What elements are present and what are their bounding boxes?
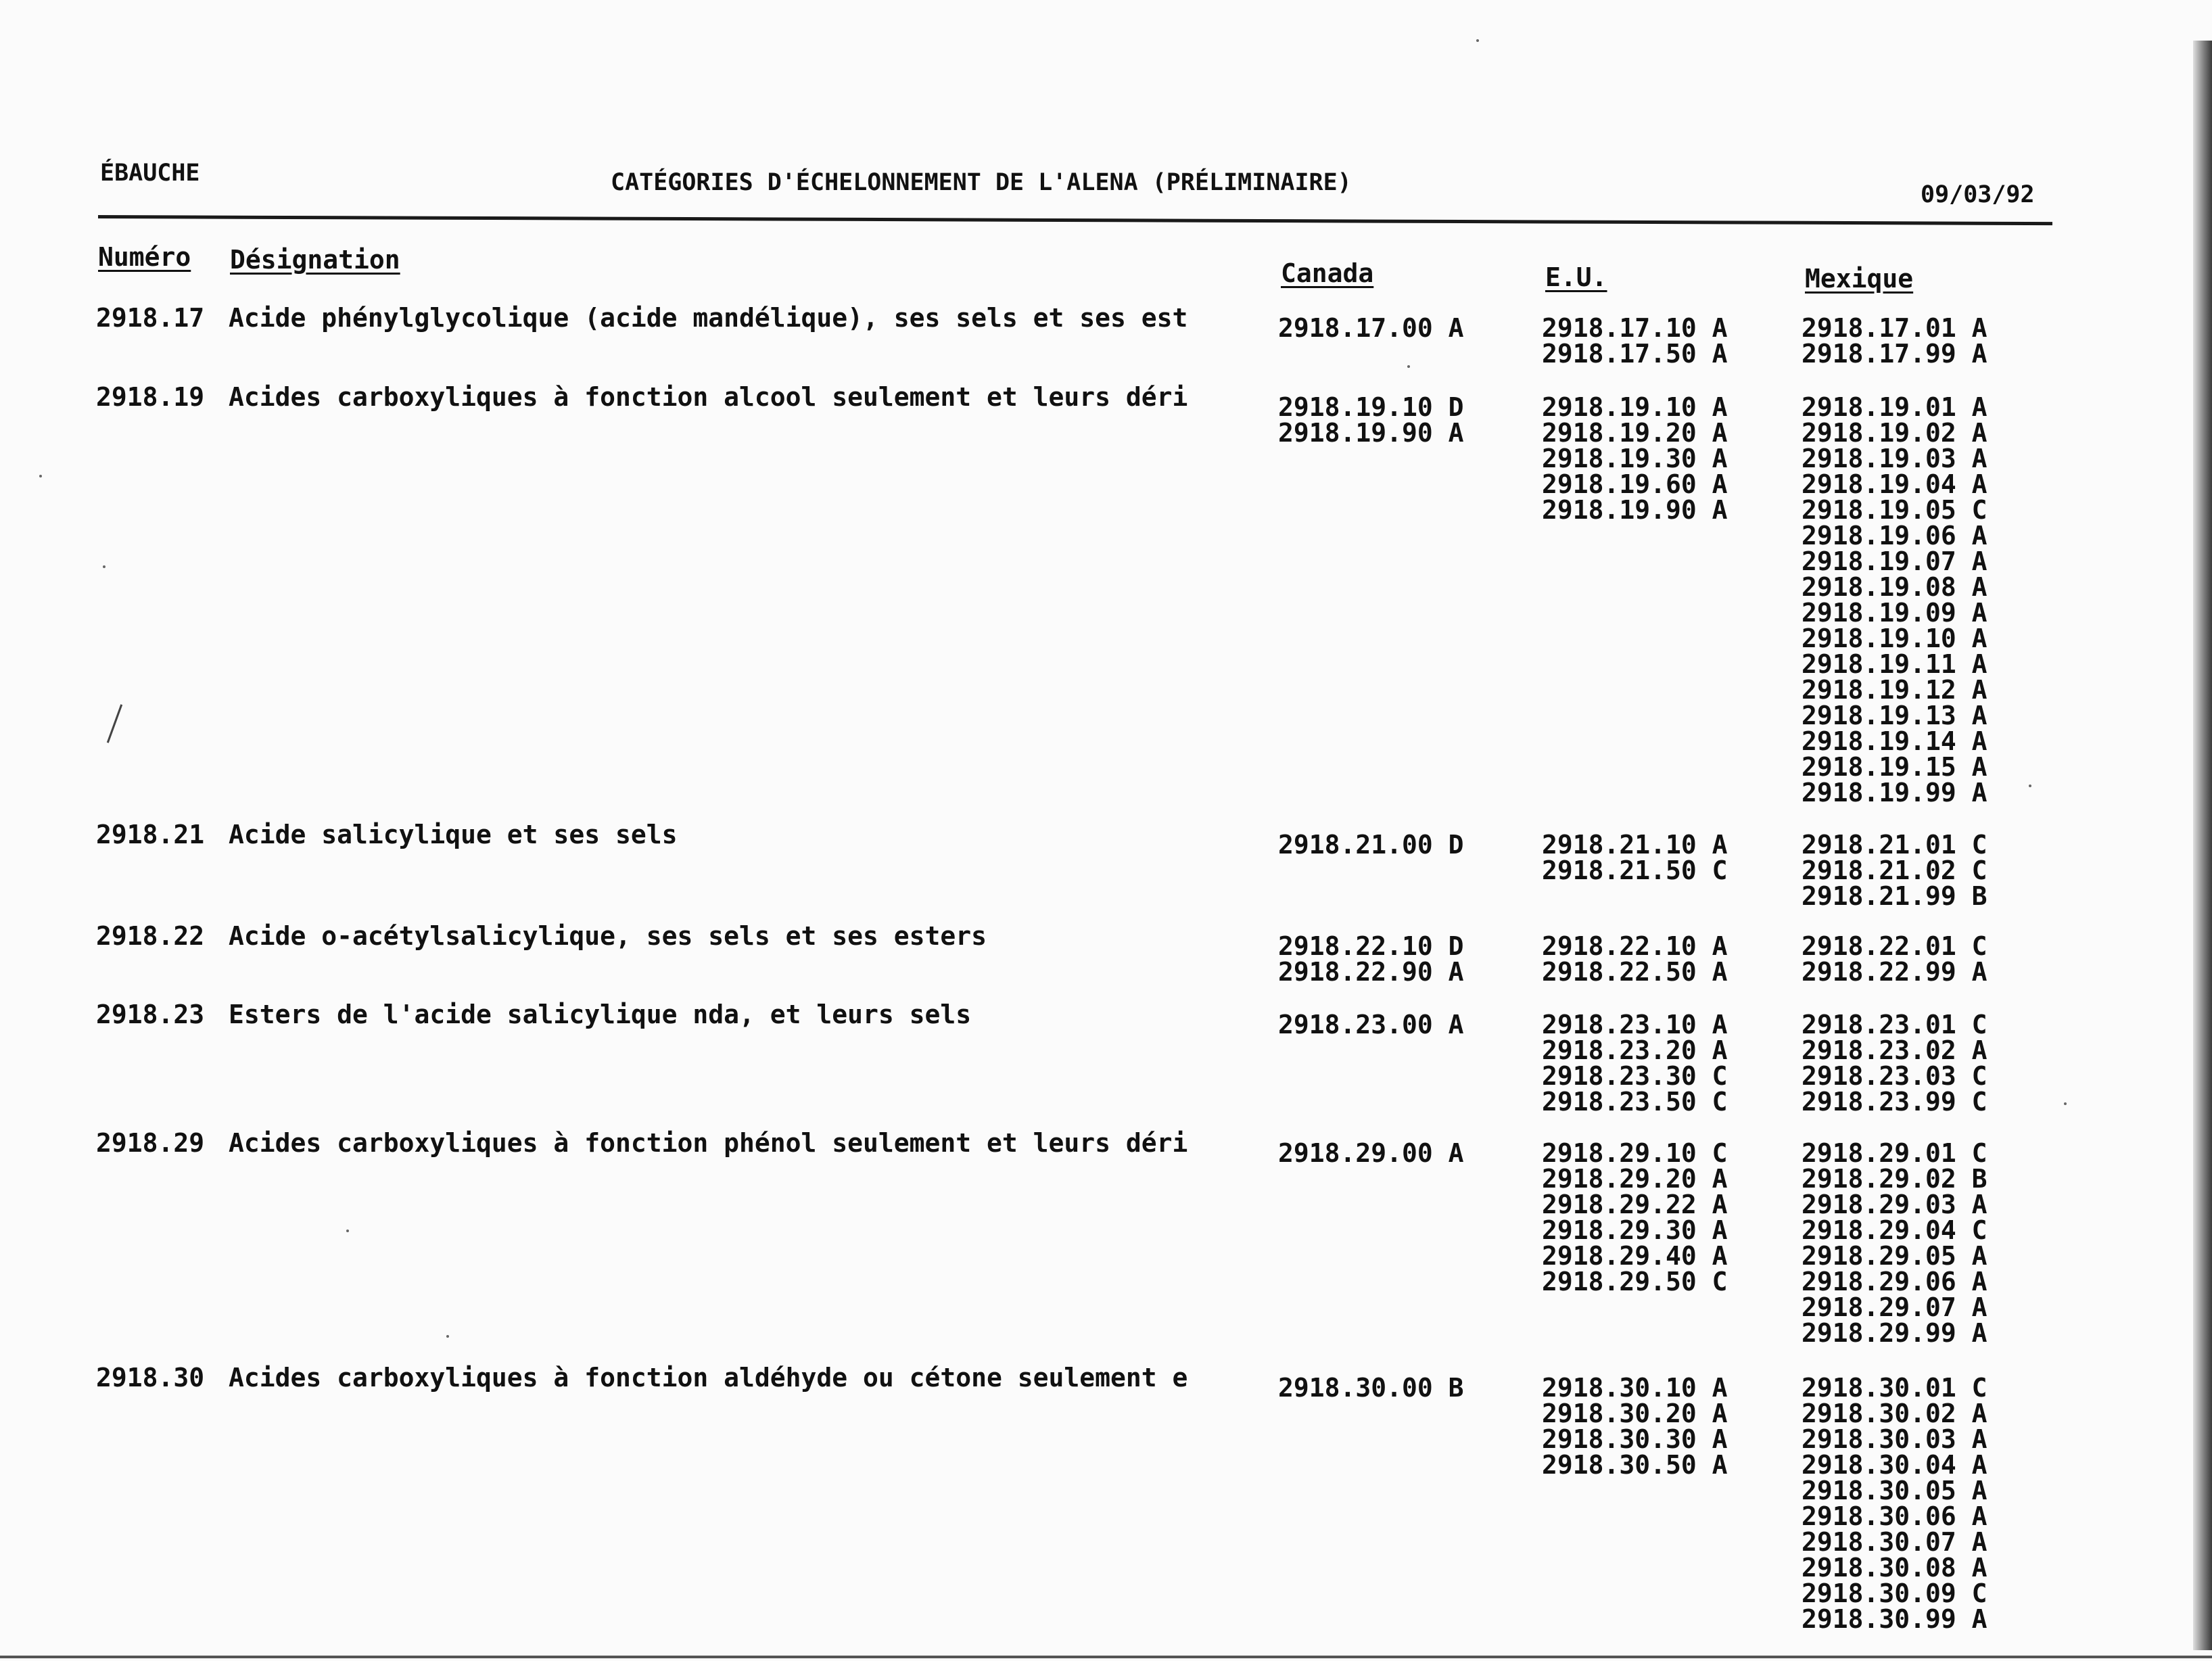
tariff-designation: Acide phénylglycolique (acide mandélique), ses sels et ses est	[229, 303, 1188, 333]
mexique-code: 2918.19.01 A	[1802, 392, 1987, 422]
mexique-codes-list	[1802, 933, 1987, 985]
mexique-code: 2918.29.03 A	[1802, 1190, 1987, 1219]
mexique-code: 2918.29.05 A	[1802, 1241, 1987, 1271]
mexique-code: 2918.19.10 A	[1802, 624, 1987, 653]
tariff-designation: Esters de l'acide salicylique nda, et leurs sels	[229, 1000, 972, 1029]
mexique-code: 2918.30.01 C	[1802, 1373, 1987, 1403]
eu-code: 2918.29.50 C	[1542, 1267, 1728, 1296]
canada-codes-list	[1278, 933, 1464, 985]
scan-speck	[39, 475, 42, 477]
mexique-code: 2918.30.05 A	[1802, 1476, 1987, 1505]
canada-code: 2918.29.00 A	[1278, 1138, 1464, 1168]
eu-code: 2918.19.10 A	[1542, 392, 1728, 422]
mexique-code: 2918.19.12 A	[1802, 675, 1987, 705]
mexique-code: 2918.22.99 A	[1802, 957, 1987, 987]
eu-codes-list	[1542, 1375, 1728, 1478]
eu-codes-list	[1542, 832, 1728, 883]
stray-pen-mark	[107, 704, 122, 743]
eu-codes-list	[1542, 394, 1728, 523]
eu-code: 2918.19.60 A	[1542, 469, 1728, 499]
scan-speck	[446, 1335, 449, 1338]
eu-code: 2918.23.50 C	[1542, 1087, 1728, 1117]
mexique-codes-list	[1802, 1375, 1987, 1632]
mexique-codes-list	[1802, 315, 1987, 367]
scan-speck	[346, 1230, 349, 1232]
canada-code: 2918.17.00 A	[1278, 313, 1464, 343]
bottom-edge-line	[0, 1656, 2212, 1658]
mexique-code: 2918.21.02 C	[1802, 856, 1987, 885]
eu-code: 2918.30.30 A	[1542, 1424, 1728, 1454]
tariff-number: 2918.30	[96, 1363, 205, 1393]
mexique-code: 2918.29.04 C	[1802, 1215, 1987, 1245]
canada-code: 2918.19.10 D	[1278, 392, 1464, 422]
canada-codes-list	[1278, 315, 1464, 341]
mexique-code: 2918.19.05 C	[1802, 495, 1987, 525]
tariff-designation: Acides carboxyliques à fonction phénol seulement et leurs déri	[229, 1128, 1188, 1158]
mexique-codes-list	[1802, 392, 1987, 808]
canada-code: 2918.30.00 B	[1278, 1373, 1464, 1403]
canada-code: 2918.19.90 A	[1278, 418, 1464, 448]
eu-code: 2918.23.30 C	[1542, 1061, 1728, 1091]
mexique-code: 2918.19.03 A	[1802, 444, 1987, 473]
mexique-code: 2918.29.06 A	[1802, 1267, 1987, 1296]
mexique-code: 2918.19.13 A	[1802, 701, 1987, 730]
eu-code: 2918.30.20 A	[1542, 1399, 1728, 1428]
eu-codes-list	[1542, 315, 1728, 367]
mexique-code: 2918.21.01 C	[1802, 830, 1987, 860]
mexique-code: 2918.17.01 A	[1802, 313, 1987, 343]
page-title: CATÉGORIES D'ÉCHELONNEMENT DE L'ALENA (PRÉLIMINAIRE)	[611, 169, 1352, 196]
document-date: 09/03/92	[1921, 181, 2035, 208]
mexique-code: 2918.19.02 A	[1802, 418, 1987, 448]
canada-codes-list	[1278, 1012, 1464, 1037]
eu-code: 2918.19.90 A	[1542, 495, 1728, 525]
canada-code: 2918.22.90 A	[1278, 957, 1464, 987]
mexique-code: 2918.30.99 A	[1802, 1604, 1987, 1634]
canada-codes-list	[1278, 1375, 1464, 1401]
eu-code: 2918.29.40 A	[1542, 1241, 1728, 1271]
mexique-code: 2918.29.01 C	[1802, 1138, 1987, 1168]
mexique-code: 2918.29.02 B	[1802, 1164, 1987, 1194]
mexique-code: 2918.23.03 C	[1802, 1061, 1987, 1091]
tariff-number: 2918.23	[96, 1000, 205, 1029]
mexique-code: 2918.23.99 C	[1802, 1087, 1987, 1117]
mexique-code: 2918.19.14 A	[1802, 726, 1987, 756]
canada-codes-list	[1278, 1140, 1464, 1166]
mexique-code: 2918.19.06 A	[1802, 521, 1987, 551]
mexique-code: 2918.19.15 A	[1802, 752, 1987, 782]
eu-code: 2918.23.10 A	[1542, 1010, 1728, 1039]
eu-codes-list	[1542, 933, 1728, 985]
mexique-code: 2918.19.11 A	[1802, 649, 1987, 679]
mexique-code: 2918.17.99 A	[1802, 339, 1987, 369]
eu-code: 2918.29.30 A	[1542, 1215, 1728, 1245]
tariff-designation: Acides carboxyliques à fonction aldéhyde ou cétone seulement e	[229, 1363, 1188, 1393]
eu-code: 2918.29.10 C	[1542, 1138, 1728, 1168]
mexique-code: 2918.19.08 A	[1802, 572, 1987, 602]
eu-code: 2918.22.50 A	[1542, 957, 1728, 987]
mexique-code: 2918.29.99 A	[1802, 1318, 1987, 1348]
eu-code: 2918.19.30 A	[1542, 444, 1728, 473]
eu-codes-list	[1542, 1012, 1728, 1115]
tariff-number: 2918.19	[96, 382, 205, 412]
tariff-number: 2918.29	[96, 1128, 205, 1158]
eu-code: 2918.21.10 A	[1542, 830, 1728, 860]
canada-codes-list	[1278, 394, 1464, 446]
mexique-code: 2918.23.02 A	[1802, 1035, 1987, 1065]
mexique-codes-list	[1802, 832, 1987, 909]
tariff-number: 2918.22	[96, 921, 205, 951]
mexique-code: 2918.30.09 C	[1802, 1578, 1987, 1608]
scan-speck	[1476, 39, 1479, 42]
mexique-code: 2918.22.01 C	[1802, 931, 1987, 961]
canada-code: 2918.23.00 A	[1278, 1010, 1464, 1039]
eu-code: 2918.30.10 A	[1542, 1373, 1728, 1403]
mexique-codes-list	[1802, 1012, 1987, 1115]
mexique-code: 2918.30.03 A	[1802, 1424, 1987, 1454]
scan-speck	[2064, 1102, 2067, 1105]
mexique-code: 2918.29.07 A	[1802, 1292, 1987, 1322]
scan-speck	[2029, 785, 2031, 787]
tariff-designation: Acide salicylique et ses sels	[229, 820, 678, 849]
eu-code: 2918.17.50 A	[1542, 339, 1728, 369]
column-header-numero: Numéro	[98, 242, 191, 272]
eu-code: 2918.29.20 A	[1542, 1164, 1728, 1194]
column-header-eu: E.U.	[1545, 262, 1607, 292]
mexique-code: 2918.30.04 A	[1802, 1450, 1987, 1480]
eu-codes-list	[1542, 1140, 1728, 1294]
scan-speck	[1407, 365, 1410, 368]
eu-code: 2918.29.22 A	[1542, 1190, 1728, 1219]
column-header-mexique: Mexique	[1805, 264, 1914, 294]
draft-label: ÉBAUCHE	[100, 160, 200, 187]
mexique-code: 2918.30.06 A	[1802, 1501, 1987, 1531]
mexique-code: 2918.19.07 A	[1802, 546, 1987, 576]
eu-code: 2918.17.10 A	[1542, 313, 1728, 343]
canada-code: 2918.22.10 D	[1278, 931, 1464, 961]
eu-code: 2918.19.20 A	[1542, 418, 1728, 448]
mexique-code: 2918.23.01 C	[1802, 1010, 1987, 1039]
eu-code: 2918.21.50 C	[1542, 856, 1728, 885]
mexique-code: 2918.19.04 A	[1802, 469, 1987, 499]
eu-code: 2918.22.10 A	[1542, 931, 1728, 961]
mexique-code: 2918.21.99 B	[1802, 881, 1987, 911]
mexique-code: 2918.19.99 A	[1802, 778, 1987, 808]
eu-code: 2918.30.50 A	[1542, 1450, 1728, 1480]
mexique-codes-list	[1802, 1140, 1987, 1346]
canada-code: 2918.21.00 D	[1278, 830, 1464, 860]
header-rule	[98, 215, 2052, 225]
column-header-designation: Désignation	[230, 245, 400, 275]
eu-code: 2918.23.20 A	[1542, 1035, 1728, 1065]
mexique-code: 2918.30.02 A	[1802, 1399, 1987, 1428]
tariff-number: 2918.17	[96, 303, 205, 333]
mexique-code: 2918.19.09 A	[1802, 598, 1987, 628]
scan-speck	[103, 565, 105, 568]
tariff-number: 2918.21	[96, 820, 205, 849]
mexique-code: 2918.30.07 A	[1802, 1527, 1987, 1557]
column-header-canada: Canada	[1281, 258, 1374, 288]
tariff-designation: Acide o-acétylsalicylique, ses sels et ses esters	[229, 921, 987, 951]
mexique-code: 2918.30.08 A	[1802, 1553, 1987, 1583]
canada-codes-list	[1278, 832, 1464, 858]
tariff-designation: Acides carboxyliques à fonction alcool seulement et leurs déri	[229, 382, 1188, 412]
scan-edge-shadow	[2193, 41, 2212, 1650]
